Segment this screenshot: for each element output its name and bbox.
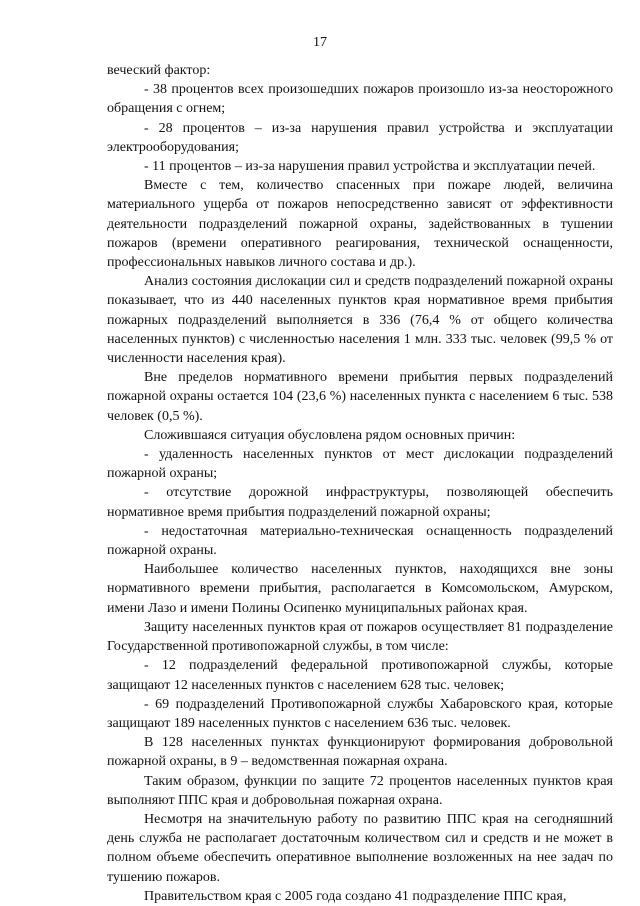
paragraph: В 128 населенных пунктах функционируют формирования добровольной пожарной охраны, в 9 – ведомственная пожарная охрана. bbox=[107, 735, 613, 770]
paragraph: - недостаточная материально-техническая оснащенность подразделений пожарной охраны. bbox=[107, 523, 613, 559]
paragraph: Правительством края с 2005 года создано 41 подразделение ППС края, bbox=[144, 888, 567, 904]
page-number: 17 bbox=[313, 35, 327, 50]
body-text bbox=[107, 61, 613, 906]
paragraph: - 28 процентов – из-за нарушения правил устройства и эксплуатации электрооборудования; bbox=[107, 120, 613, 155]
paragraph: Несмотря на значительную работу по развитию ППС края на сегодняшний день служба не располагает достаточным количеством сил и средств и не может в полном объеме обеспечить оперативное выполнение возложенных на нее задач по тушению пожаров. bbox=[107, 811, 613, 885]
paragraph: - 69 подразделений Противопожарной службы Хабаровского края, которые защищают 189 населенных пунктов с населением 636 тыс. человек. bbox=[107, 696, 613, 731]
paragraph: Защиту населенных пунктов края от пожаров осуществляет 81 подразделение Государственной противопожарной службы, в том числе: bbox=[107, 619, 613, 655]
paragraph: - удаленность населенных пунктов от мест дислокации подразделений пожарной охраны; bbox=[107, 447, 613, 482]
paragraph: Анализ состояния дислокации сил и средств подразделений пожарной охраны показывает, что из 440 населенных пунктов края нормативное время прибытия пожарных подразделений выполняется в 336 (76,4 % от общего количества населенных пунктов) с численностью населения 1 млн. 333 тыс. человек (99,5 % от численности населения края). bbox=[107, 274, 613, 367]
paragraph: Сложившаяся ситуация обусловлена рядом основных причин: bbox=[144, 427, 516, 443]
paragraph: - 11 процентов – из-за нарушения правил устройства и эксплуатации печей. bbox=[144, 159, 596, 175]
paragraph: - 38 процентов всех произошедших пожаров произошло из-за неосторожного обращения с огнем; bbox=[107, 82, 613, 117]
paragraph: - отсутствие дорожной инфраструктуры, позволяющей обеспечить нормативное время прибытия подразделений пожарной охраны; bbox=[107, 485, 613, 520]
paragraph: Наибольшее количество населенных пунктов, находящихся вне зоны нормативного времени прибытия, располагается в Комсомольском, Амурском, имени Лазо и имени Полины Осипенко муниципальных районах края. bbox=[107, 562, 613, 616]
paragraph: Вместе с тем, количество спасенных при пожаре людей, величина материального ущерба от пожаров непосредственно зависят от эффективности деятельности подразделений пожарной охраны, задействованных в тушении пожаров (времени оперативного реагирования, технической оснащенности, профессиональных навыков личного состава и др.). bbox=[107, 178, 613, 271]
paragraph: - 12 подразделений федеральной противопожарной службы, которые защищают 12 населенных пунктов с населением 628 тыс. человек; bbox=[107, 658, 613, 693]
paragraph: Вне пределов нормативного времени прибытия первых подразделений пожарной охраны остается 104 (23,6 %) населенных пункта с населением 6 тыс. 538 человек (0,5 %). bbox=[107, 370, 613, 424]
paragraph: веческий фактор: bbox=[107, 63, 211, 78]
paragraph: Таким образом, функции по защите 72 процентов населенных пунктов края выполняют ППС края и добровольная пожарная охрана. bbox=[107, 773, 613, 808]
